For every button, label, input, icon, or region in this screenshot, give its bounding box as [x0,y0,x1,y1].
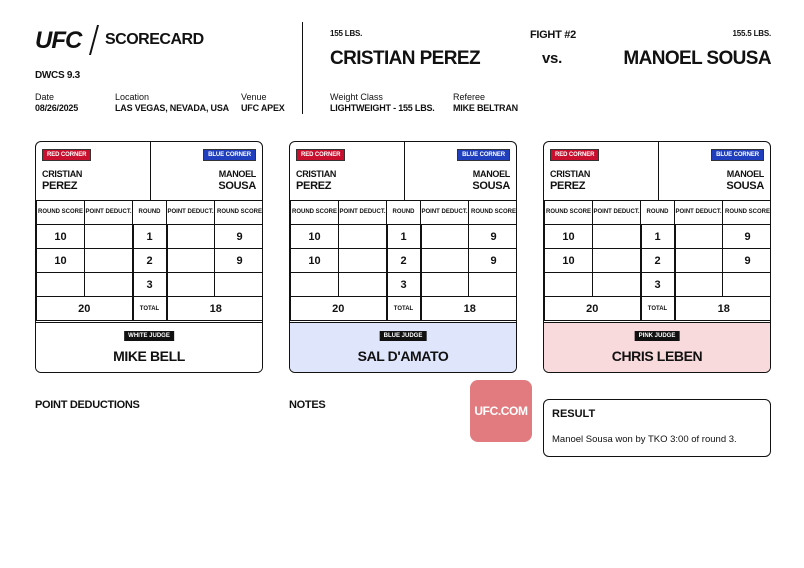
header-divider [302,22,303,114]
total-label: TOTAL [133,297,167,321]
referee-value: MIKE BELTRAN [453,103,518,113]
event-name: DWCS 9.3 [35,70,80,81]
judge-role-badge: PINK JUDGE [635,331,680,341]
blue-weight: 155.5 LBS. [732,29,771,38]
red-total: 20 [545,297,641,321]
logo-divider [89,25,99,55]
scorecard-fighters [290,142,516,200]
red-round-score: 10 [545,249,593,273]
red-point-deduct [339,273,387,297]
blue-round-score: 9 [469,225,518,249]
total-label: TOTAL [387,297,421,321]
blue-last-name: SOUSA [218,180,256,192]
red-point-deduct [593,273,641,297]
judge-panel [544,322,770,373]
blue-point-deduct [421,273,469,297]
table-row [545,273,772,297]
score-table [290,200,517,321]
weight-class-label: Weight Class [330,92,383,102]
round-number: 1 [641,225,675,249]
red-point-deduct [593,225,641,249]
blue-point-deduct [167,225,215,249]
judge-name: SAL D'AMATO [357,348,449,364]
scorecard-judge-2 [289,141,517,373]
judge-name: CHRIS LEBEN [611,348,703,364]
blue-point-deduct [675,249,723,273]
red-first-name: CRISTIAN [42,169,83,179]
table-row [37,225,264,249]
red-point-deduct [593,249,641,273]
red-round-score: 10 [37,225,85,249]
red-point-deduct [339,249,387,273]
red-round-score [291,273,339,297]
table-row [291,225,518,249]
red-point-deduct-header: POINT DEDUCT. [85,201,133,225]
corner-divider [658,142,659,200]
venue-value: UFC APEX [241,103,285,113]
corner-divider [150,142,151,200]
blue-first-name: MANOEL [218,169,256,179]
red-corner-badge: RED CORNER [550,149,599,161]
red-round-score: 10 [37,249,85,273]
red-last-name: PEREZ [550,180,586,192]
blue-round-score-header: ROUND SCORE [469,201,518,225]
total-row [291,297,518,321]
result-title: RESULT [552,408,596,420]
table-row [291,249,518,273]
blue-fighter-name: MANOEL SOUSA [623,48,771,69]
red-round-score-header: ROUND SCORE [291,201,339,225]
blue-point-deduct-header: POINT DEDUCT. [675,201,723,225]
blue-round-score [215,273,264,297]
scorecard-judge-3 [543,141,771,373]
blue-corner-badge: BLUE CORNER [457,149,510,161]
red-weight: 155 LBS. [330,29,363,38]
blue-round-score: 9 [215,225,264,249]
red-round-score: 10 [291,249,339,273]
scorecard-fighters [544,142,770,200]
corner-divider [404,142,405,200]
red-point-deduct [85,225,133,249]
red-fighter-name: CRISTIAN PEREZ [330,48,480,69]
location-label: Location [115,92,150,102]
scorecard-fighters [36,142,262,200]
red-corner-badge: RED CORNER [42,149,91,161]
judge-role-badge: BLUE JUDGE [380,331,427,341]
blue-first-name: MANOEL [726,169,764,179]
total-row [545,297,772,321]
red-point-deduct [85,249,133,273]
blue-total: 18 [675,297,772,321]
red-last-name: PEREZ [42,180,78,192]
judge-panel [290,322,516,373]
scorecard-title: SCORECARD [105,31,204,48]
judge-role-badge: WHITE JUDGE [124,331,174,341]
weight-class-value: LIGHTWEIGHT - 155 LBS. [330,103,435,113]
round-header: ROUND [641,201,675,225]
ufc-logo-text: UFC [35,27,82,54]
red-round-score: 10 [545,225,593,249]
blue-point-deduct [675,273,723,297]
result-box [543,399,771,457]
date-label: Date [35,92,55,102]
red-corner-badge: RED CORNER [296,149,345,161]
blue-round-score: 9 [215,249,264,273]
round-header: ROUND [133,201,167,225]
result-text: Manoel Sousa won by TKO 3:00 of round 3. [552,434,737,445]
blue-round-score: 9 [723,249,772,273]
score-table [36,200,263,321]
total-row [37,297,264,321]
round-number: 1 [387,225,421,249]
red-first-name: CRISTIAN [296,169,337,179]
venue-label: Venue [241,92,267,102]
vs-text: vs. [542,50,562,67]
red-round-score [545,273,593,297]
blue-point-deduct [421,225,469,249]
blue-round-score: 9 [723,225,772,249]
round-header: ROUND [387,201,421,225]
red-point-deduct [339,225,387,249]
red-round-score [37,273,85,297]
fight-number: FIGHT #2 [530,29,576,41]
location-value: LAS VEGAS, NEVADA, USA [115,103,229,113]
table-row [37,273,264,297]
red-first-name: CRISTIAN [550,169,591,179]
blue-round-score: 9 [469,249,518,273]
score-header-row [545,201,772,225]
blue-point-deduct [421,249,469,273]
round-number: 3 [387,273,421,297]
table-row [545,225,772,249]
scorecard-judge-1 [35,141,263,373]
blue-total: 18 [167,297,264,321]
red-last-name: PEREZ [296,180,332,192]
red-total: 20 [37,297,133,321]
table-row [37,249,264,273]
score-header-row [291,201,518,225]
blue-round-score [469,273,518,297]
judge-panel [36,322,262,373]
blue-first-name: MANOEL [472,169,510,179]
date-value: 08/26/2025 [35,103,79,113]
blue-corner-badge: BLUE CORNER [711,149,764,161]
red-round-score-header: ROUND SCORE [545,201,593,225]
ufc-scorecard-logo [35,25,204,57]
notes-title: NOTES [289,399,326,411]
referee-label: Referee [453,92,486,102]
round-number: 3 [133,273,167,297]
total-label: TOTAL [641,297,675,321]
blue-last-name: SOUSA [726,180,764,192]
blue-point-deduct-header: POINT DEDUCT. [167,201,215,225]
blue-last-name: SOUSA [472,180,510,192]
red-total: 20 [291,297,387,321]
red-point-deduct [85,273,133,297]
score-table [544,200,771,321]
round-number: 2 [133,249,167,273]
score-header-row [37,201,264,225]
red-round-score: 10 [291,225,339,249]
blue-round-score [723,273,772,297]
table-row [545,249,772,273]
table-row [291,273,518,297]
red-point-deduct-header: POINT DEDUCT. [593,201,641,225]
round-number: 2 [641,249,675,273]
blue-point-deduct [167,249,215,273]
red-point-deduct-header: POINT DEDUCT. [339,201,387,225]
blue-point-deduct-header: POINT DEDUCT. [421,201,469,225]
blue-point-deduct [167,273,215,297]
red-round-score-header: ROUND SCORE [37,201,85,225]
point-deductions-title: POINT DEDUCTIONS [35,399,140,411]
round-number: 2 [387,249,421,273]
blue-total: 18 [421,297,518,321]
blue-corner-badge: BLUE CORNER [203,149,256,161]
round-number: 3 [641,273,675,297]
judge-name: MIKE BELL [113,348,185,364]
blue-round-score-header: ROUND SCORE [215,201,264,225]
round-number: 1 [133,225,167,249]
blue-round-score-header: ROUND SCORE [723,201,772,225]
blue-point-deduct [675,225,723,249]
ufc-com-stamp: UFC.COM [470,380,532,442]
